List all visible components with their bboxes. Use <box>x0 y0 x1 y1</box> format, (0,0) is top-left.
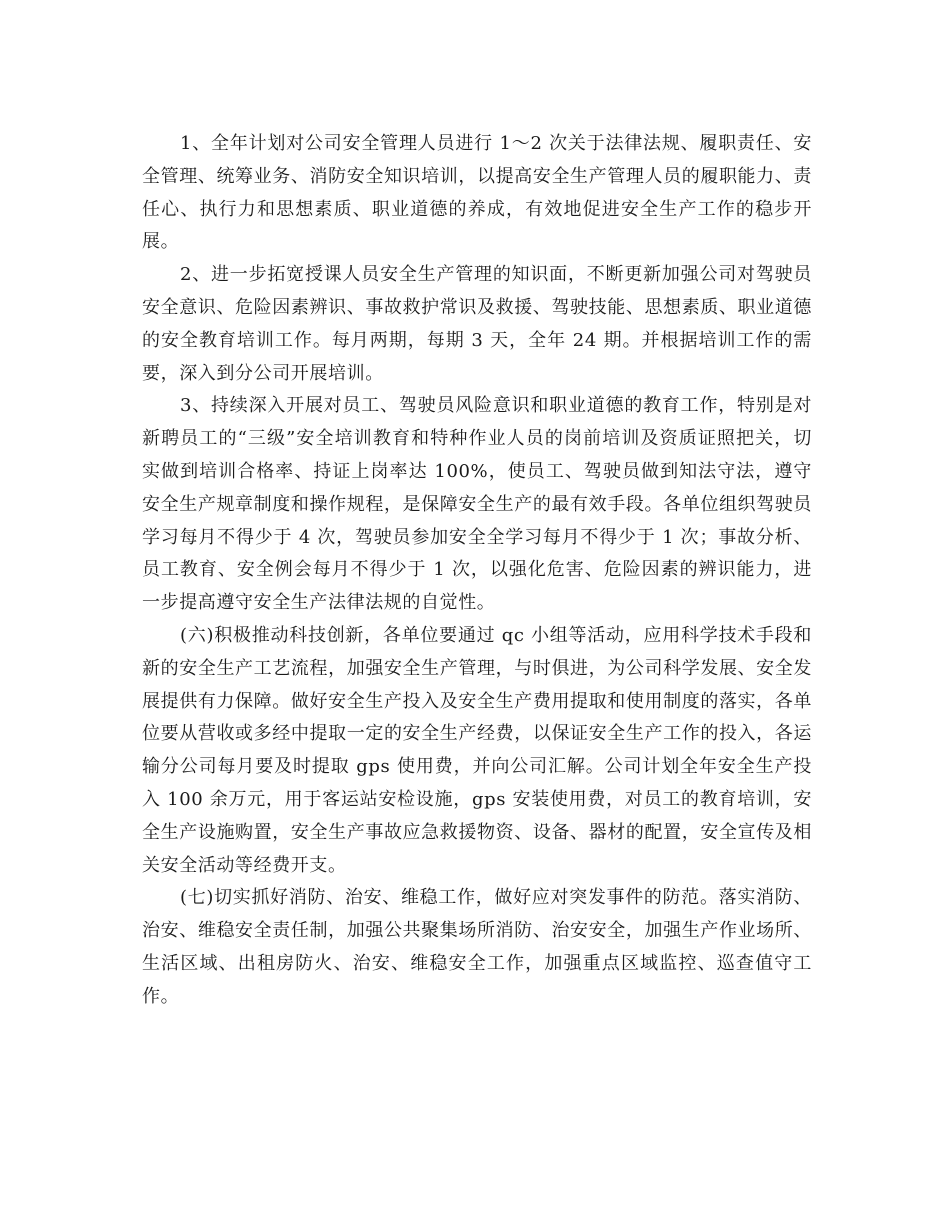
paragraph-training-drivers: 2、进一步拓宽授课人员安全生产管理的知识面，不断更新加强公司对驾驶员安全意识、危险因素辨识、事故救护常识及救援、驾驶技能、思想素质、职业道德的安全教育培训工作。每月两期，每期 3 天，全年 24 期。并根据培训工作的需要，深入到分公司开展培训。 <box>142 264 812 384</box>
document-body <box>142 128 812 1014</box>
paragraph-risk-education: 3、持续深入开展对员工、驾驶员风险意识和职业道德的教育工作，特别是对新聘员工的“三级”安全培训教育和特种作业人员的岗前培训及资质证照把关，切实做到培训合格率、持证上岗率达 100%，使员工、驾驶员做到知法守法，遵守安全生产规章制度和操作规程，是保障安全生产的最有效手段。各单位组织驾驶员学习每月不得少于 4 次，驾驶员参加安全全学习每月不得少于 1 次；事故分析、员工教育、安全例会每月不得少于 1 次，以强化危害、危险因素的辨识能力，进一步提高遵守安全生产法律法规的自觉性。 <box>142 395 812 614</box>
paragraph-tech-innovation: (六)积极推动科技创新，各单位要通过 qc 小组等活动，应用科学技术手段和新的安全生产工艺流程，加强安全生产管理，与时俱进，为公司科学发展、安全发展提供有力保障。做好安全生产投入及安全生产费用提取和使用制度的落实，各单位要从营收或多经中提取一定的安全生产经费，以保证安全生产工作的投入，各运输分公司每月要及时提取 gps 使用费，并向公司汇解。公司计划全年安全生产投入 100 余万元，用于客运站安检设施，gps 安装使用费，对员工的教育培训，安全生产设施购置，安全生产事故应急救援物资、设备、器材的配置，安全宣传及相关安全活动等经费开支。 <box>142 624 812 876</box>
paragraph-fire-security: (七)切实抓好消防、治安、维稳工作，做好应对突发事件的防范。落实消防、治安、维稳安全责任制，加强公共聚集场所消防、治安安全，加强生产作业场所、生活区域、出租房防火、治安、维稳安全工作，加强重点区域监控、巡查值守工作。 <box>142 887 812 1007</box>
paragraph-training-managers: 1、全年计划对公司安全管理人员进行 1～2 次关于法律法规、履职责任、安全管理、统筹业务、消防安全知识培训，以提高安全生产管理人员的履职能力、责任心、执行力和思想素质、职业道德的养成，有效地促进安全生产工作的稳步开展。 <box>142 133 812 253</box>
